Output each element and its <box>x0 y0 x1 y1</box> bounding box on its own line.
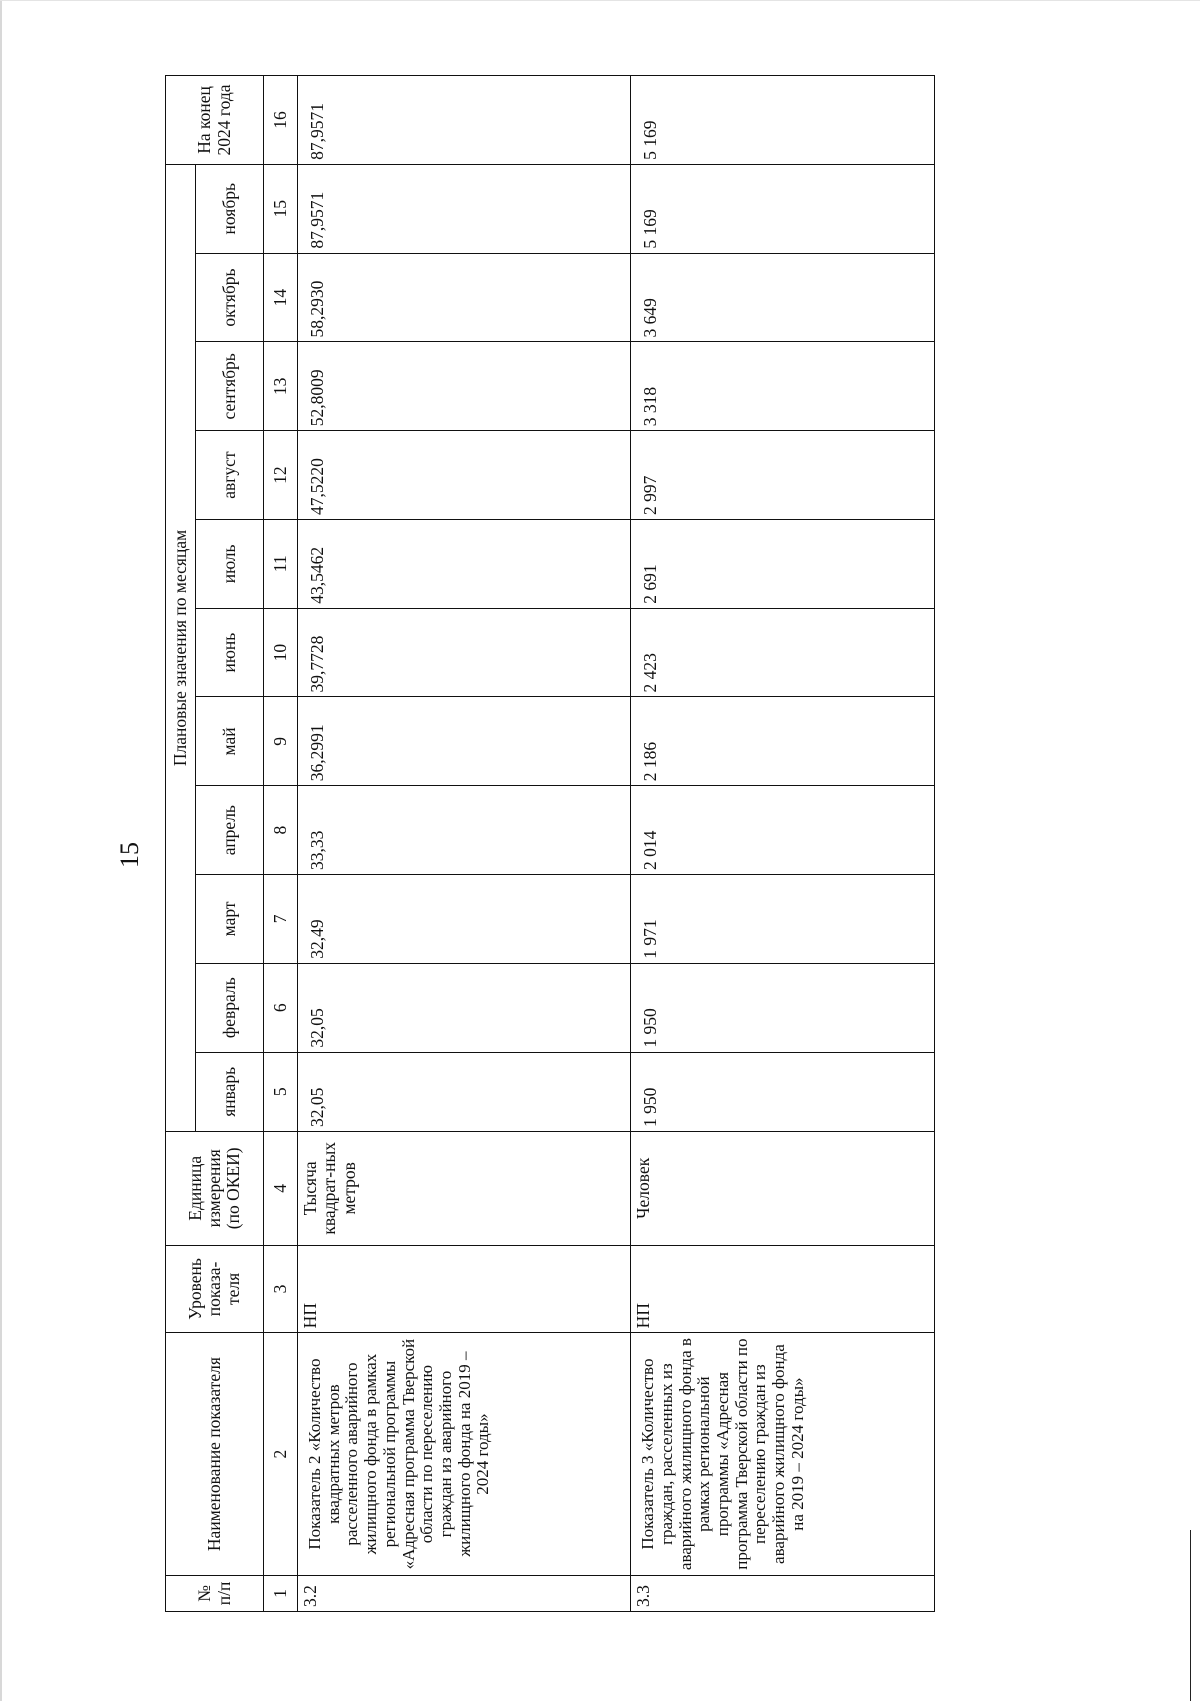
column-index: 14 <box>264 253 298 342</box>
header-month: март <box>196 875 264 964</box>
row-name: Показатель 3 «Количество граждан, расселенных из аварийного жилищного фонда в рамках региональной программы «Адресная программа Тверской области по переселению граждан из аварийного жилищного фонда на 2019 – 2024 годы» <box>631 1333 935 1576</box>
header-month: сентябрь <box>196 342 264 431</box>
header-month: октябрь <box>196 253 264 342</box>
column-index: 15 <box>264 164 298 253</box>
header-month: апрель <box>196 786 264 875</box>
row-num: 3.2 <box>298 1575 631 1611</box>
row-month-value: 5 169 <box>631 164 935 253</box>
row-month-value: 32,05 <box>298 1052 631 1131</box>
header-end-of-year: На конец 2024 года <box>166 76 264 165</box>
column-index: 4 <box>264 1132 298 1246</box>
scan-edge-left <box>0 0 2 1701</box>
scan-edge-right <box>1190 1530 1191 1701</box>
scan-edge-top <box>0 0 1200 1</box>
header-month: январь <box>196 1052 264 1131</box>
row-month-value: 87,9571 <box>298 164 631 253</box>
header-month: август <box>196 431 264 520</box>
row-month-value: 32,49 <box>298 875 631 964</box>
header-level: Уровень показа-теля <box>166 1245 264 1333</box>
header-month: ноябрь <box>196 164 264 253</box>
column-index: 10 <box>264 608 298 697</box>
column-index: 6 <box>264 963 298 1052</box>
header-month: февраль <box>196 963 264 1052</box>
row-num: 3.3 <box>631 1575 935 1611</box>
row-unit: Человек <box>631 1132 935 1246</box>
row-month-value: 3 318 <box>631 342 935 431</box>
row-unit: Тысяча квадрат-ных метров <box>298 1132 631 1246</box>
column-index: 7 <box>264 875 298 964</box>
table-row <box>631 76 935 1612</box>
indicator-table <box>165 75 935 1612</box>
row-month-value: 58,2930 <box>298 253 631 342</box>
column-index: 5 <box>264 1052 298 1131</box>
header-month: июль <box>196 519 264 608</box>
row-end-of-year: 87,9571 <box>298 76 631 165</box>
row-month-value: 43,5462 <box>298 519 631 608</box>
row-month-value: 3 649 <box>631 253 935 342</box>
indicator-table-rotated <box>165 75 935 1612</box>
column-index: 2 <box>264 1333 298 1576</box>
page-number: 15 <box>115 842 144 868</box>
row-level: НП <box>631 1245 935 1333</box>
column-index: 13 <box>264 342 298 431</box>
header-planned-group: Плановые значения по месяцам <box>166 164 196 1131</box>
row-month-value: 1 971 <box>631 875 935 964</box>
column-index: 3 <box>264 1245 298 1333</box>
header-month: июнь <box>196 608 264 697</box>
row-month-value: 52,8009 <box>298 342 631 431</box>
column-index: 12 <box>264 431 298 520</box>
column-index: 8 <box>264 786 298 875</box>
row-month-value: 36,2991 <box>298 697 631 786</box>
row-month-value: 1 950 <box>631 963 935 1052</box>
row-month-value: 39,7728 <box>298 608 631 697</box>
row-month-value: 2 423 <box>631 608 935 697</box>
row-month-value: 47,5220 <box>298 431 631 520</box>
header-unit: Единица измерения (по ОКЕИ) <box>166 1132 264 1246</box>
row-end-of-year: 5 169 <box>631 76 935 165</box>
row-month-value: 2 691 <box>631 519 935 608</box>
row-month-value: 32,05 <box>298 963 631 1052</box>
row-name: Показатель 2 «Количество квадратных метров расселенного аварийного жилищного фонда в рамках региональной программы «Адресная программа Тверской области по переселению граждан из аварийного жилищного фонда на 2019 – 2024 годы» <box>298 1333 631 1576</box>
row-month-value: 33,33 <box>298 786 631 875</box>
row-month-value: 1 950 <box>631 1052 935 1131</box>
row-month-value: 2 014 <box>631 786 935 875</box>
header-month: май <box>196 697 264 786</box>
table-row <box>298 76 631 1612</box>
header-num: № п/п <box>166 1575 264 1611</box>
header-name: Наименование показателя <box>166 1333 264 1576</box>
row-month-value: 2 997 <box>631 431 935 520</box>
column-index: 1 <box>264 1575 298 1611</box>
column-index: 9 <box>264 697 298 786</box>
column-index-row <box>264 76 298 1612</box>
column-index: 16 <box>264 76 298 165</box>
column-index: 11 <box>264 519 298 608</box>
row-month-value: 2 186 <box>631 697 935 786</box>
row-level: НП <box>298 1245 631 1333</box>
